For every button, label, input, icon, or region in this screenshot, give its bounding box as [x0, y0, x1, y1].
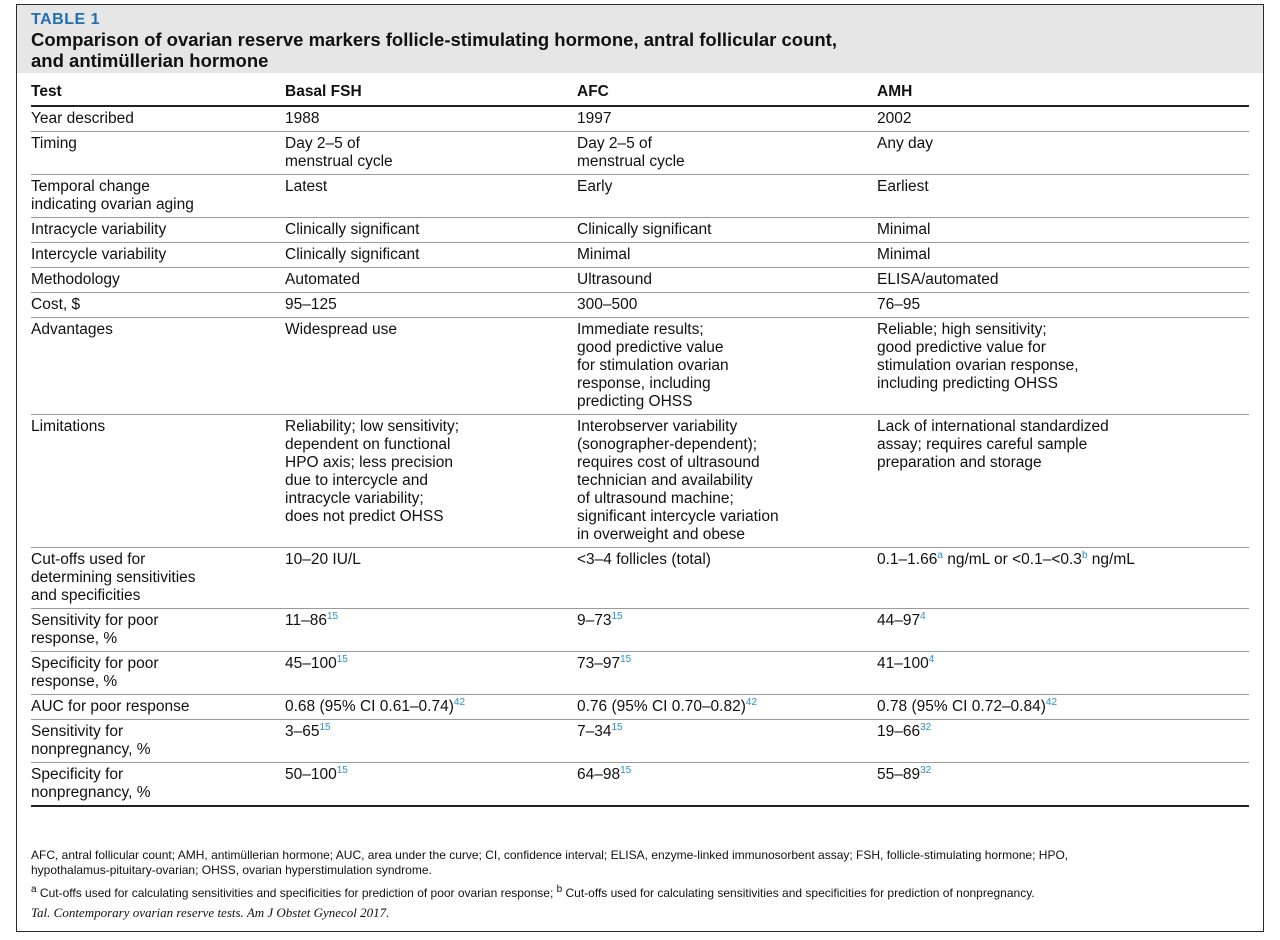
afc-value: Early	[577, 178, 613, 195]
amh-range: 41–100	[877, 655, 929, 672]
afc-value: 300–500	[577, 296, 638, 313]
amh-value: Any day	[877, 135, 934, 152]
afc-value: Ultrasound	[577, 271, 652, 288]
reference-number: 32	[920, 764, 932, 776]
row-label: Sensitivity for nonpregnancy, %	[31, 723, 151, 758]
footnote-a-text: Cut-offs used for calculating sensitivities and specificities for prediction of poor ovarian response;	[36, 886, 557, 900]
table-row	[31, 268, 1249, 293]
fsh-range: 45–100	[285, 655, 337, 672]
footnote-mark-a: a	[937, 549, 943, 561]
row-label: Year described	[31, 110, 134, 127]
afc-value: Immediate results; good predictive value for stimulation ovarian response, including predicting OHSS	[577, 321, 729, 410]
table-title-line-1: Comparison of ovarian reserve markers follicle-stimulating hormone, antral follicular count,	[31, 29, 837, 50]
afc-value	[577, 720, 877, 763]
table-row	[31, 695, 1249, 720]
fsh-value: Reliability; low sensitivity; dependent on functional HPO axis; less precision due to intercycle and intracycle variability; does not predict OHSS	[285, 418, 459, 525]
column-header-test: Test	[31, 81, 285, 106]
table-row	[31, 132, 1249, 175]
afc-range: 9–73	[577, 612, 612, 629]
reference-number: 42	[1045, 696, 1058, 708]
comparison-table	[31, 81, 1249, 807]
reference-number: 15	[620, 764, 632, 776]
fsh-range: 50–100	[285, 766, 337, 783]
row-label: Intracycle variability	[31, 221, 167, 238]
amh-value: ELISA/automated	[877, 271, 999, 288]
table-row	[31, 218, 1249, 243]
amh-value: Earliest	[877, 178, 929, 195]
amh-value: Minimal	[877, 246, 931, 263]
amh-value: Reliable; high sensitivity; good predictive value for stimulation ovarian response, including predicting OHSS	[877, 321, 1079, 392]
table-label: TABLE 1	[31, 11, 100, 28]
fsh-value: Clinically significant	[285, 246, 420, 263]
reference-number: 15	[336, 764, 348, 776]
row-label: Advantages	[31, 321, 113, 338]
column-header-fsh: Basal FSH	[285, 81, 577, 106]
column-header-amh: AMH	[877, 81, 1249, 106]
fsh-value: Day 2–5 of menstrual cycle	[285, 135, 393, 170]
fsh-value: Latest	[285, 178, 328, 195]
row-label: Temporal change indicating ovarian aging	[31, 178, 194, 213]
amh-value	[877, 720, 1249, 763]
fsh-range: 11–86	[285, 612, 327, 629]
reference-number: 15	[326, 610, 339, 622]
amh-range: 44–97	[877, 612, 921, 629]
reference-number: 4	[928, 653, 935, 665]
amh-value	[877, 548, 1249, 609]
fsh-value: Automated	[285, 271, 360, 288]
row-label: AUC for poor response	[31, 698, 190, 715]
footnote-mark-a: a	[31, 884, 37, 895]
afc-auc: 0.76 (95% CI 0.70–0.82)	[577, 698, 746, 715]
cutoff-footnote	[31, 882, 1253, 901]
afc-value	[577, 609, 877, 652]
reference-number: 15	[611, 721, 623, 733]
reference-number: 42	[745, 696, 758, 708]
footnote-b-text: Cut-offs used for calculating sensitivities and specificities for prediction of nonpregnancy.	[562, 886, 1035, 900]
amh-value	[877, 609, 1249, 652]
amh-value: 2002	[877, 110, 912, 127]
reference-number: 15	[611, 610, 623, 622]
table-row	[31, 318, 1249, 415]
abbreviation-key: AFC, antral follicular count; AMH, antimüllerian hormone; AUC, area under the curve; CI, confidence interval; ELISA, enzyme-linked immunosorbent assay; FSH, follicle-stimulating hormone; HPO, hypothalamus-pituitary-ovarian; OHSS, ovarian hyperstimulation syndrome.	[31, 848, 1069, 877]
table-row	[31, 415, 1249, 548]
amh-value	[877, 695, 1249, 720]
fsh-value: 95–125	[285, 296, 337, 313]
reference-number: 32	[920, 721, 932, 733]
table-title-line-2: and antimüllerian hormone	[31, 50, 269, 71]
afc-value	[577, 763, 877, 807]
amh-cutoff-part-c: ng/mL	[1087, 551, 1135, 568]
fsh-value	[285, 720, 577, 763]
fsh-value: Clinically significant	[285, 221, 420, 238]
reference-number: 42	[453, 696, 466, 708]
afc-range: 73–97	[577, 655, 621, 672]
table-header-band	[17, 5, 1263, 73]
row-label: Specificity for nonpregnancy, %	[31, 766, 151, 801]
table-frame	[16, 4, 1264, 932]
fsh-value: 1988	[285, 110, 320, 127]
row-label: Cut-offs used for determining sensitivities and specificities	[31, 551, 196, 604]
fsh-auc: 0.68 (95% CI 0.61–0.74)	[285, 698, 454, 715]
amh-value: 76–95	[877, 296, 921, 313]
amh-range: 55–89	[877, 766, 921, 783]
table-row	[31, 175, 1249, 218]
row-label: Methodology	[31, 271, 120, 288]
table-header-row	[31, 81, 1249, 106]
afc-range: 64–98	[577, 766, 621, 783]
afc-value: <3–4 follicles (total)	[577, 551, 711, 568]
row-label: Cost, $	[31, 296, 81, 313]
amh-cutoff-part-b: ng/mL or <0.1–<0.3	[942, 551, 1082, 568]
table-row	[31, 548, 1249, 609]
afc-value: Clinically significant	[577, 221, 712, 238]
fsh-value	[285, 695, 577, 720]
reference-number: 15	[336, 653, 348, 665]
footnote-mark-b: b	[1081, 549, 1088, 561]
table-row	[31, 243, 1249, 268]
row-label: Timing	[31, 135, 77, 152]
footnote-mark-b: b	[556, 884, 563, 895]
table-footnotes	[31, 848, 1253, 924]
table-row	[31, 652, 1249, 695]
afc-value: 1997	[577, 110, 612, 127]
amh-value	[877, 652, 1249, 695]
table-row	[31, 763, 1249, 807]
fsh-value	[285, 763, 577, 807]
citation: Tal. Contemporary ovarian reserve tests. Am J Obstet Gynecol 2017.	[31, 905, 390, 920]
table-row	[31, 720, 1249, 763]
reference-number: 15	[620, 653, 632, 665]
amh-cutoff-part-a: 0.1–1.66	[877, 551, 938, 568]
fsh-value	[285, 652, 577, 695]
row-label: Intercycle variability	[31, 246, 167, 263]
fsh-range: 3–65	[285, 723, 320, 740]
afc-value: Interobserver variability (sonographer-dependent); requires cost of ultrasound technician and availability of ultrasound machine; significant intercycle variation in overweight and obese	[577, 418, 779, 543]
afc-value: Minimal	[577, 246, 631, 263]
amh-value: Lack of international standardized assay; requires careful sample preparation and storage	[877, 418, 1109, 471]
fsh-value	[285, 609, 577, 652]
afc-value: Day 2–5 of menstrual cycle	[577, 135, 685, 170]
table-row	[31, 609, 1249, 652]
row-label: Sensitivity for poor response, %	[31, 612, 159, 647]
row-label: Limitations	[31, 418, 106, 435]
afc-value	[577, 652, 877, 695]
table-row	[31, 293, 1249, 318]
table-title	[31, 29, 1249, 71]
reference-number: 4	[920, 610, 926, 622]
amh-auc: 0.78 (95% CI 0.72–0.84)	[877, 698, 1046, 715]
table-row	[31, 106, 1249, 132]
column-header-afc: AFC	[577, 81, 877, 106]
afc-value	[577, 695, 877, 720]
amh-range: 19–66	[877, 723, 921, 740]
reference-number: 15	[319, 721, 331, 733]
amh-value	[877, 763, 1249, 807]
row-label: Specificity for poor response, %	[31, 655, 159, 690]
amh-value: Minimal	[877, 221, 931, 238]
afc-range: 7–34	[577, 723, 612, 740]
fsh-value: Widespread use	[285, 321, 398, 338]
fsh-value: 10–20 IU/L	[285, 551, 361, 568]
